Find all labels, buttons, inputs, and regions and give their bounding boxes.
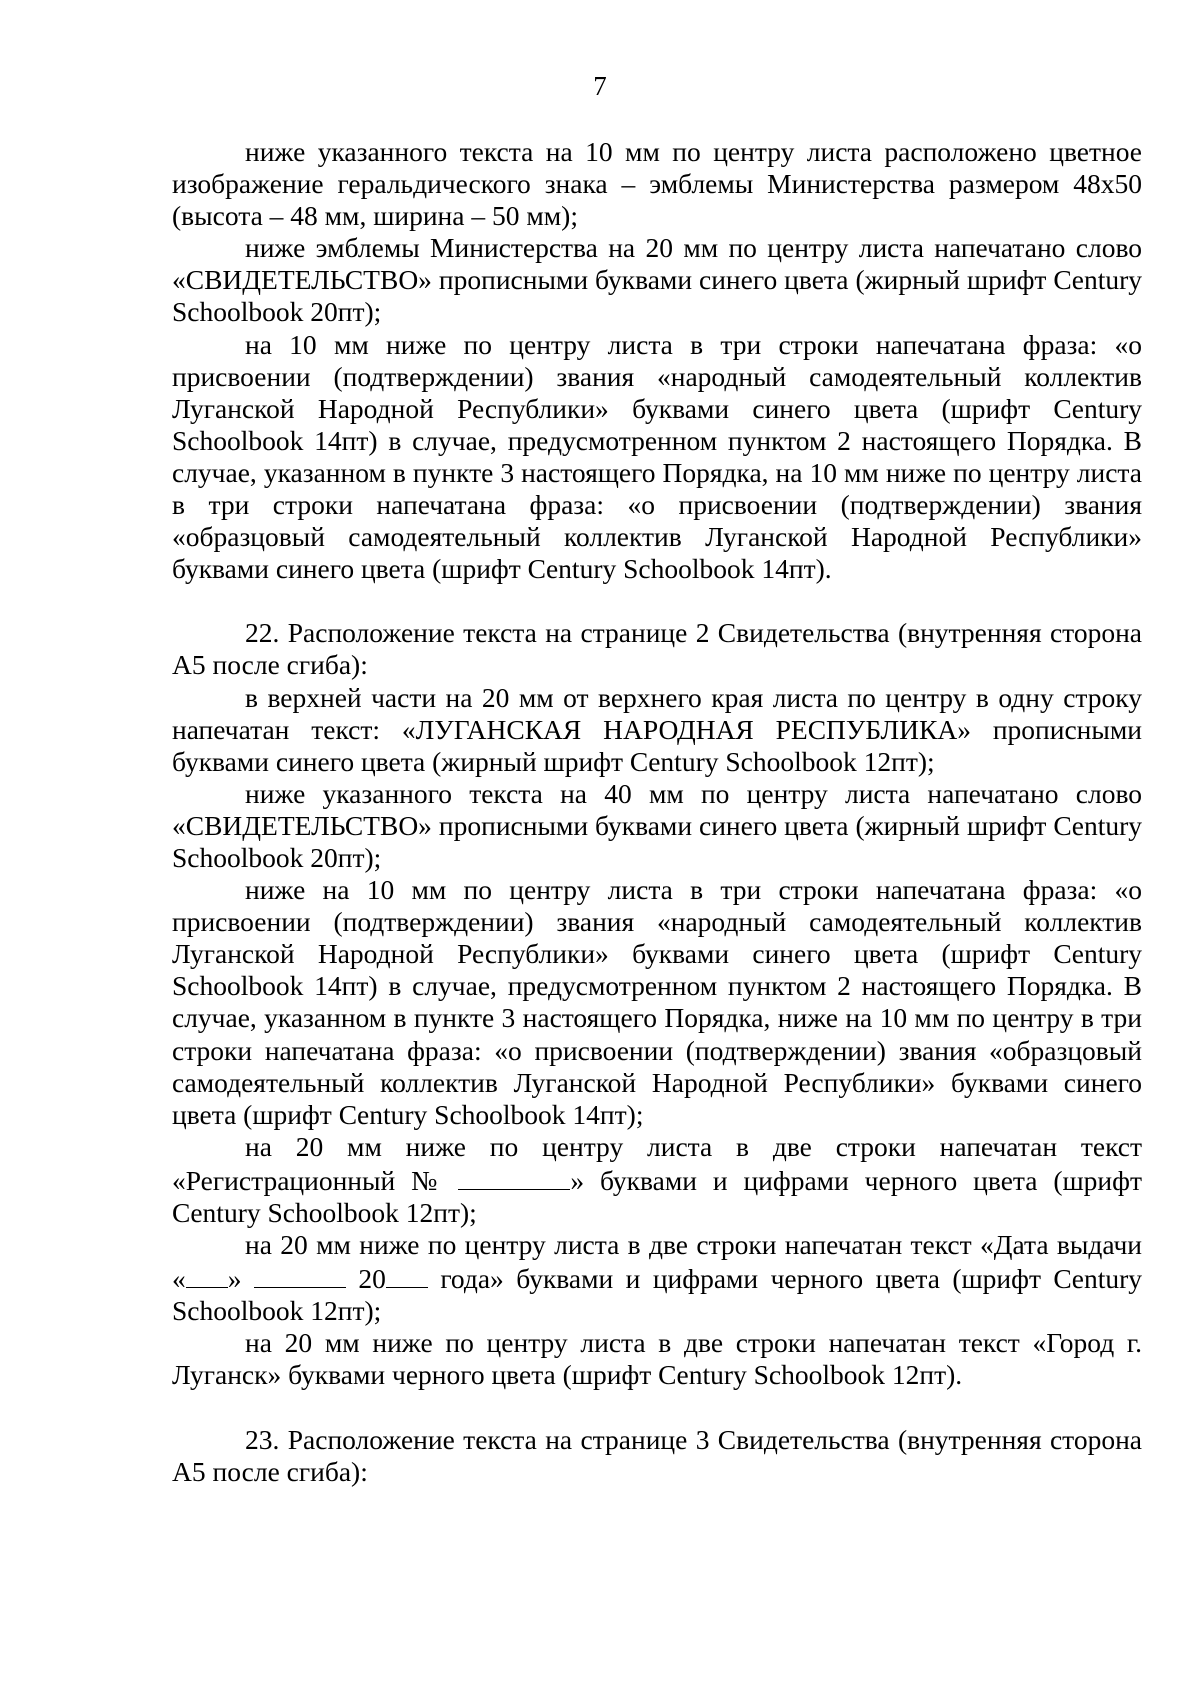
paragraph-registration-number bbox=[172, 1131, 1142, 1229]
registration-text-start: на 20 мм ниже по центру листа в две строки напечатан текст «Регистрационный № bbox=[172, 1130, 1142, 1196]
paragraph-republic-header: в верхней части на 20 мм от верхнего края листа по центру в одну строку напечатан текст: «ЛУГАНСКАЯ НАРОДНАЯ РЕСПУБЛИКА» прописными буквами синего цвета (жирный шрифт Century Schoolbook 12пт); bbox=[172, 681, 1142, 777]
issue-year-blank bbox=[386, 1261, 428, 1288]
section-22-heading: 22. Расположение текста на странице 2 Свидетельства (внутренняя сторона А5 после сгиба): bbox=[172, 617, 1142, 681]
paragraph-city: на 20 мм ниже по центру листа в две строки напечатан текст «Город г. Луганск» буквами черного цвета (шрифт Century Schoolbook 12пт). bbox=[172, 1327, 1142, 1391]
issue-date-text-start: на 20 мм ниже по центру листа в две строки напечатан текст «Дата выдачи « bbox=[172, 1229, 1142, 1295]
issue-day-blank bbox=[186, 1261, 228, 1288]
section-23-heading: 23. Расположение текста на странице 3 Свидетельства (внутренняя сторона А5 после сгиба): bbox=[172, 1423, 1142, 1487]
document-body bbox=[172, 136, 1142, 1488]
paragraph-title-phrase: на 10 мм ниже по центру листа в три строки напечатана фраза: «о присвоении (подтверждении) звания «народный самодеятельный коллектив Луганской Народной Республики» буквами синего цвета (шрифт Century Schoolbook 14пт) в случае, предусмотренном пунктом 2 настоящего Порядка. В случае, указанном в пункте 3 настоящего Порядка, на 10 мм ниже по центру листа в три строки напечатана фраза: «о присвоении (подтверждении) звания «образцовый самодеятельный коллектив Луганской Народной Республики» буквами синего цвета (шрифт Century Schoolbook 14пт). bbox=[172, 328, 1142, 585]
issue-month-blank bbox=[254, 1261, 346, 1288]
paragraph-emblem-position: ниже указанного текста на 10 мм по центру листа расположено цветное изображение геральдического знака – эмблемы Министерства размером 48х50 (высота – 48 мм, ширина – 50 мм); bbox=[172, 136, 1142, 232]
issue-year-prefix: 20 bbox=[358, 1263, 386, 1295]
issue-date-text-end: года» буквами и цифрами черного цвета (шрифт Century Schoolbook 12пт); bbox=[172, 1263, 1143, 1327]
paragraph-certificate-word: ниже эмблемы Министерства на 20 мм по центру листа напечатано слово «СВИДЕТЕЛЬСТВО» прописными буквами синего цвета (жирный шрифт Century Schoolbook 20пт); bbox=[172, 232, 1142, 328]
paragraph-title-phrase-page2: ниже на 10 мм по центру листа в три строки напечатана фраза: «о присвоении (подтверждении) звания «народный самодеятельный коллектив Луганской Народной Республики» буквами синего цвета (шрифт Century Schoolbook 14пт) в случае, предусмотренном пунктом 2 настоящего Порядка. В случае, указанном в пункте 3 настоящего Порядка, ниже на 10 мм по центру в три строки напечатана фраза: «о присвоении (подтверждении) звания «образцовый самодеятельный коллектив Луганской Народной Республики» буквами синего цвета (шрифт Century Schoolbook 14пт); bbox=[172, 874, 1142, 1130]
registration-number-blank bbox=[458, 1163, 570, 1190]
registration-text-end: » буквами и цифрами черного цвета (шрифт Century Schoolbook 12пт); bbox=[172, 1164, 1142, 1228]
issue-date-quote: » bbox=[227, 1263, 242, 1295]
paragraph-issue-date bbox=[172, 1229, 1142, 1327]
page-number: 7 bbox=[593, 71, 607, 101]
paragraph-certificate-word-page2: ниже указанного текста на 40 мм по центру листа напечатано слово «СВИДЕТЕЛЬСТВО» прописными буквами синего цвета (жирный шрифт Century Schoolbook 20пт); bbox=[172, 777, 1142, 873]
